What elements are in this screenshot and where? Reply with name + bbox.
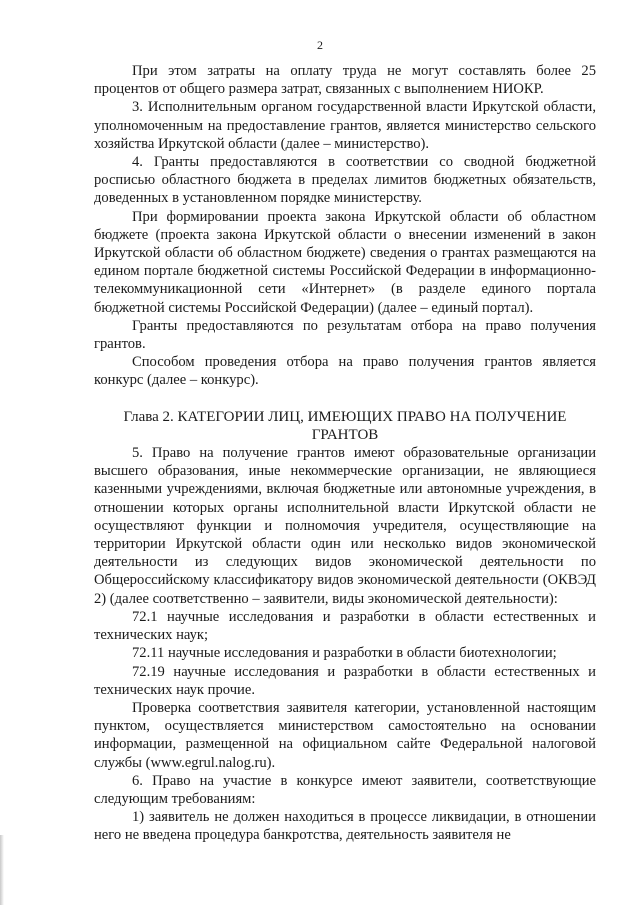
document-body (94, 62, 596, 845)
paragraph: Гранты предоставляются по результатам отбора на право получения грантов. (94, 317, 596, 353)
paragraph: 1) заявитель не должен находиться в процессе ликвидации, в отношении него не введена процедура банкротства, деятельность заявителя не (94, 809, 596, 844)
paragraph: При этом затраты на оплату труда не могут составлять более 25 процентов от общего размера затрат, связанных с выполнением НИОКР. (94, 63, 596, 98)
paragraph: 5. Право на получение грантов имеют образовательные организации высшего образования, иные некоммерческие организации, не являющиеся казенными учреждениями, включая бюджетные или автономные учреждения, в отношении которых органы исполнительной власти Иркутской области не осуществляют функции и полномочия учредителя, осуществляющие на территории Иркутской области один или несколько видов экономической деятельности из следующих видов экономической деятельности по Общероссийскому классификатору видов экономической деятельности (ОКВЭД 2) (далее соответственно – заявители, виды экономической деятельности): (94, 445, 596, 607)
scan-edge-shadow (0, 835, 4, 905)
paragraph: При формировании проекта закона Иркутской области об областном бюджете (проекта закона Иркутской области о внесении изменений в закон Иркутской области об областном бюджете) сведения о грантах размещаются на едином портале бюджетной системы Российской Федерации в информационно-телекоммуникационной сети «Интернет» (в разделе единого портала бюджетной системы Российской Федерации) (далее – единый портал). (94, 208, 596, 316)
paragraph: 4. Гранты предоставляются в соответствии со сводной бюджетной росписью областного бюджета в пределах лимитов бюджетных обязательств, доведенных в установленном порядке министерству. (94, 154, 596, 207)
paragraph: 6. Право на участие в конкурсе имеют заявители, соответствующие следующим требованиям: (94, 772, 596, 807)
paragraph: 72.1 научные исследования и разработки в области естественных и технических наук; (94, 608, 596, 644)
paragraph: 3. Исполнительным органом государственной власти Иркутской области, уполномоченным на предоставление грантов, является министерство сельского хозяйства Иркутской области (далее – министерство). (94, 99, 596, 152)
chapter-heading: Глава 2. КАТЕГОРИИ ЛИЦ, ИМЕЮЩИХ ПРАВО НА ПОЛУЧЕНИЕ ГРАНТОВ (123, 408, 567, 443)
paragraph: Способом проведения отбора на право получения грантов является конкурс (далее – конкурс). (94, 354, 596, 389)
paragraph: Проверка соответствия заявителя категории, установленной настоящим пунктом, осуществляется министерством самостоятельно на основании информации, размещенной на официальном сайте Федеральной налоговой службы (www.egrul.nalog.ru). (94, 699, 596, 771)
page-number: 2 (317, 38, 323, 52)
paragraph: 72.11 научные исследования и разработки в области биотехнологии; (132, 645, 557, 662)
paragraph: 72.19 научные исследования и разработки в области естественных и технических наук прочие. (94, 663, 596, 698)
